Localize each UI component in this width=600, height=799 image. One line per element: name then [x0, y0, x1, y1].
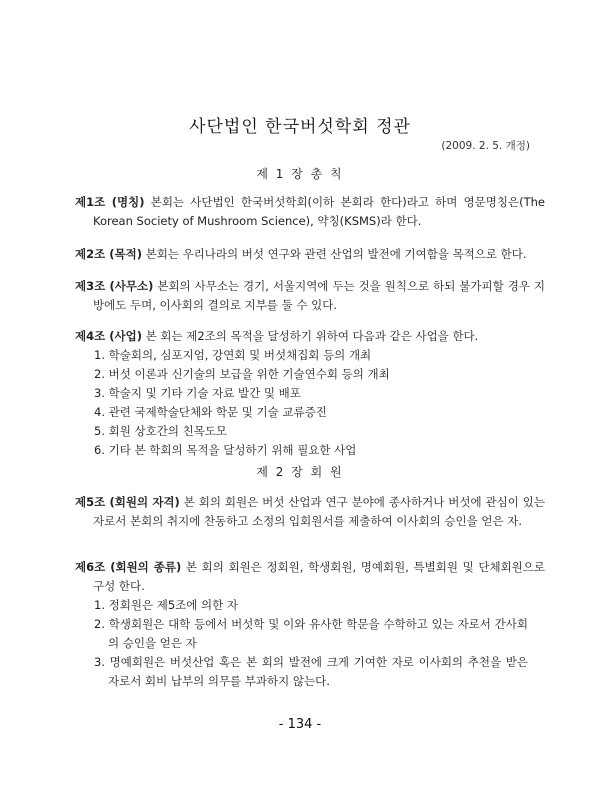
article-4-item: 1. 학술회의, 심포지엄, 강연회 및 버섯채집회 등의 개최: [94, 348, 372, 362]
chapter-2-heading: 제 2 장 회 원: [256, 465, 344, 479]
article-1-text: 본회는 사단법인 한국버섯학회(이하 본회라 한다)라고 하며 영문명칭은(The Korean Society of Mushroom Science), 약칭(KSMS)라 한다.: [93, 195, 545, 228]
article-4-text: 본 회는 제2조의 목적을 달성하기 위하여 다음과 같은 사업을 한다.: [141, 329, 479, 343]
article-4: [75, 327, 545, 346]
revision-date: (2009. 2. 5. 개정): [441, 140, 530, 152]
article-4-item: 3. 학술지 및 기타 기술 자료 발간 및 배포: [94, 386, 301, 400]
article-2-head: 제2조 (목적): [75, 247, 142, 261]
article-3-text: 본회의 사무소는 경기, 서울지역에 두는 것을 원칙으로 하되 불가피할 경우 지방에도 두며, 이사회의 결의로 지부를 둘 수 있다.: [93, 279, 545, 312]
article-6-item: 1. 정회원은 제5조에 의한 자: [94, 598, 238, 612]
article-4-item: 6. 기타 본 학회의 목적을 달성하기 위해 필요한 사업: [94, 443, 357, 457]
article-3-head: 제3조 (사무소): [75, 279, 154, 293]
article-4-items: [94, 346, 528, 460]
article-5-text: 본 회의 회원은 버섯 산업과 연구 분야에 종사하거나 버섯에 관심이 있는 자로서 본회의 취지에 찬동하고 소정의 입회원서를 제출하여 이사회의 승인을 얻은 자.: [93, 495, 545, 528]
article-6-head: 제6조 (회원의 종류): [75, 560, 182, 574]
article-4-head: 제4조 (사업): [75, 329, 142, 343]
article-6: [75, 558, 545, 596]
article-6-text: 본 회의 회원은 정회원, 학생회원, 명예회원, 특별회원 및 단체회원으로 구성 한다.: [93, 560, 545, 593]
article-6-items: [94, 596, 528, 691]
article-4-item: 4. 관련 국제학술단체와 학문 및 기술 교류증진: [94, 405, 327, 419]
article-4-item: 5. 회원 상호간의 친목도모: [94, 424, 228, 438]
chapter-1-heading: 제 1 장 총 칙: [256, 167, 344, 181]
article-2-text: 본회는 우리나라의 버섯 연구와 관련 산업의 발전에 기여함을 목적으로 한다.: [141, 247, 527, 261]
page-number: - 134 -: [278, 717, 322, 732]
article-6-item: 3. 명예회원은 버섯산업 혹은 본 회의 발전에 크게 기여한 자로 이사회의 추천을 받은 자로서 회비 납부의 의무를 부과하지 않는다.: [94, 655, 528, 688]
article-1: [75, 193, 545, 231]
article-1-head: 제1조 (명칭): [75, 195, 145, 209]
article-6-item: 2. 학생회원은 대학 등에서 버섯학 및 이와 유사한 학문을 수학하고 있는 자로서 간사회의 승인을 얻은 자: [94, 617, 528, 650]
article-5-head: 제5조 (회원의 자격): [75, 495, 180, 509]
article-3: [75, 277, 545, 315]
article-2: [75, 245, 545, 264]
document-title: 사단법인 한국버섯학회 정관: [189, 117, 411, 137]
article-5: [75, 493, 545, 531]
article-4-item: 2. 버섯 이론과 신기술의 보급을 위한 기술연수회 등의 개최: [94, 367, 390, 381]
